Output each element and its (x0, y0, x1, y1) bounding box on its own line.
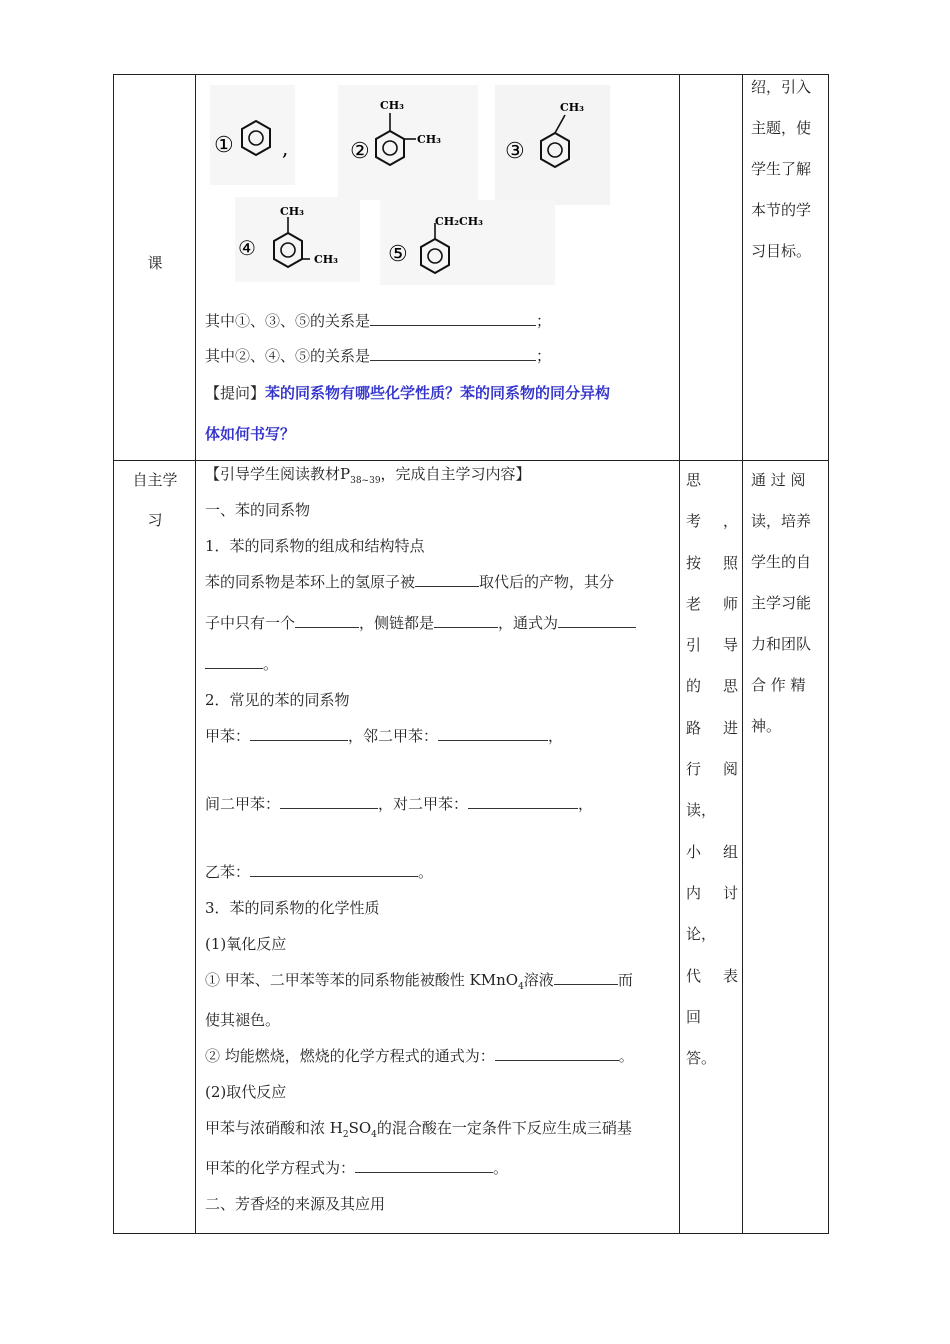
oxidation-2: ② 均能燃烧，燃烧的化学方程式的通式为： 。 (205, 1047, 634, 1065)
ch3-top-4: CH₃ (280, 205, 304, 218)
toluene-line: 甲苯： ，邻二甲苯： ， (205, 727, 564, 745)
nitration-line-2: 甲苯的化学方程式为： 。 (205, 1159, 509, 1177)
para-2: 子中只有一个 ，侧链都是 ，通式为 (205, 613, 636, 633)
oxidation-1: ① 甲苯、二甲苯等苯的同系物能被酸性 KMnO$_4$溶液 而 (205, 971, 633, 992)
ask-line-2: 体如何书写？ (205, 425, 296, 443)
lesson-table (113, 74, 829, 1234)
oxidation-title: (1)氧化反应 (205, 935, 287, 953)
label-5: ⑤ (388, 242, 408, 267)
section-1-2-title: 2．常见的苯的同系物 (205, 691, 350, 709)
ch3-top-2: CH₃ (380, 99, 404, 112)
section-1-title: 一、苯的同系物 (205, 501, 311, 519)
oxidation-1-cont: 使其褪色。 (205, 1011, 281, 1029)
ch2ch3-5: CH₂CH₃ (435, 215, 483, 228)
ch3-3: CH₃ (560, 101, 584, 114)
label-1: ① (214, 133, 234, 158)
nitration-line: 甲苯与浓硝酸和浓 $H_2SO_4$的混合酸在一定条件下反应生成三硝基 (205, 1119, 632, 1140)
row2-content (205, 460, 679, 1235)
ch3-side-4: CH₃ (314, 253, 338, 266)
row1-col4: 绍，引入 主题，使 学生了解 本节的学 习目标。 (751, 78, 812, 260)
ch3-side-2: CH₃ (417, 133, 441, 146)
label-3: ③ (505, 139, 525, 164)
row2-col4: 通 过 阅 读，培养 学生的自 主学习能 力和团队 合 作 精 神。 (751, 471, 812, 735)
section-1-3-title: 3．苯的同系物的化学性质 (205, 899, 380, 917)
row1-col1-label: 课 (147, 254, 163, 272)
xylene-line: 间二甲苯： ，对二甲苯： ， (205, 795, 594, 813)
row1-content (205, 75, 679, 460)
ask-line-1: 【提问】苯的同系物有哪些化学性质？苯的同系物的同分异构 (205, 384, 611, 402)
para-3: 。 (205, 654, 278, 674)
row2-col1-label: 自主学 习 (132, 471, 178, 529)
para-1: 苯的同系物是苯环上的氢原子被 取代后的产物，其分 (205, 573, 615, 591)
guide-line: 【引导学生阅读教材$P_{38\sim 39}$，完成自主学习内容】 (205, 465, 531, 486)
section-2-title: 二、芳香烃的来源及其应用 (205, 1195, 386, 1213)
q1-line: 其中①、③、⑤的关系是 ； (205, 312, 552, 330)
section-1-1-title: 1．苯的同系物的组成和结构特点 (205, 537, 425, 555)
row2-col3: 思 考， 按 照 老 师 引 导 的 思 路 进 行 阅 读， 小 组 内 讨 论， 代 表 回 答。 (686, 471, 738, 1068)
label-4: ④ (238, 236, 256, 260)
label-2: ② (350, 139, 370, 164)
q2-line: 其中②、④、⑤的关系是 ； (205, 347, 552, 365)
ethylbenzene-line: 乙苯： 。 (205, 863, 434, 881)
comma-1: , (282, 136, 289, 160)
substitution-title: (2)取代反应 (205, 1083, 287, 1101)
benzene-structures-figure (210, 75, 610, 290)
